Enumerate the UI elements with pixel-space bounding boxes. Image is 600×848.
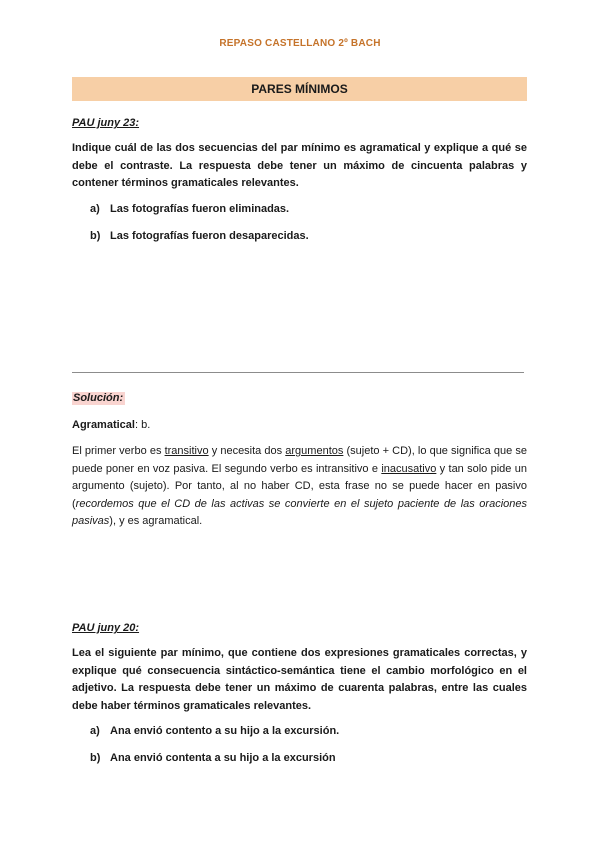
option-mark: a) — [90, 203, 100, 215]
agramatical-line — [72, 417, 527, 435]
page-header: REPASO CASTELLANO 2º BACH — [219, 38, 381, 49]
exercise-2-option-a — [90, 725, 339, 737]
solution-label: Solución: — [73, 392, 124, 404]
option-mark: a) — [90, 725, 100, 737]
exercise-1-option-b — [90, 230, 309, 242]
explanation-text: (sujeto + CD), lo que significa que se puede poner en voz pasiva. El segundo verbo es intransitivo e — [72, 445, 527, 475]
exercise-2-statement: Lea el siguiente par mínimo, que contiene dos expresiones gramaticales correctas, y explique qué consecuencia sintáctico-semántica tiene el cambio morfológico en el adjetivo. La respuesta debe tener un máximo de cuarenta palabras, entre las cuales debe haber términos gramaticales relevantes. — [72, 647, 527, 712]
term-transitivo: transitivo — [164, 445, 209, 457]
exercise-1-label: PAU juny 23: — [72, 117, 140, 129]
section-title-text: PARES MÍNIMOS — [251, 82, 348, 96]
exercise-2-option-b — [90, 752, 336, 764]
option-text: Las fotografías fueron desaparecidas. — [110, 230, 309, 242]
explanation-text: ), y es agramatical. — [109, 515, 203, 527]
exercise-2-label: PAU juny 20: — [72, 622, 140, 634]
term-argumentos: argumentos — [285, 445, 344, 457]
section-title — [72, 77, 527, 101]
exercise-1-statement: Indique cuál de las dos secuencias del par mínimo es agramatical y explique a qué se debe el contraste. La respuesta debe tener un máximo de cincuenta palabras y contener términos gramaticales relevantes. — [72, 142, 527, 189]
option-text: Ana envió contento a su hijo a la excursión. — [110, 725, 340, 737]
agramatical-label: Agramatical — [72, 419, 135, 431]
explanation-text: y necesita dos — [208, 445, 286, 457]
explanation-text: El primer verbo es — [72, 445, 165, 457]
explanation-text: y tan solo pide un argumento (sujeto). Por tanto, al no haber CD, esta frase no se puede hacer en pasivo ( — [72, 462, 527, 510]
option-mark: b) — [90, 752, 101, 764]
exercise-1-option-a — [90, 203, 289, 215]
term-inacusativo: inacusativo — [381, 462, 437, 475]
explanation-italic: recordemos que el CD de las activas se convierte en el sujeto paciente de las oraciones pasivas — [72, 497, 527, 527]
section-divider — [72, 372, 524, 373]
option-text: Ana envió contenta a su hijo a la excursión — [110, 752, 336, 764]
option-mark: b) — [90, 230, 101, 242]
agramatical-value: : b. — [134, 419, 151, 431]
option-text: Las fotografías fueron eliminadas. — [110, 203, 290, 215]
solution-explanation — [72, 443, 527, 531]
